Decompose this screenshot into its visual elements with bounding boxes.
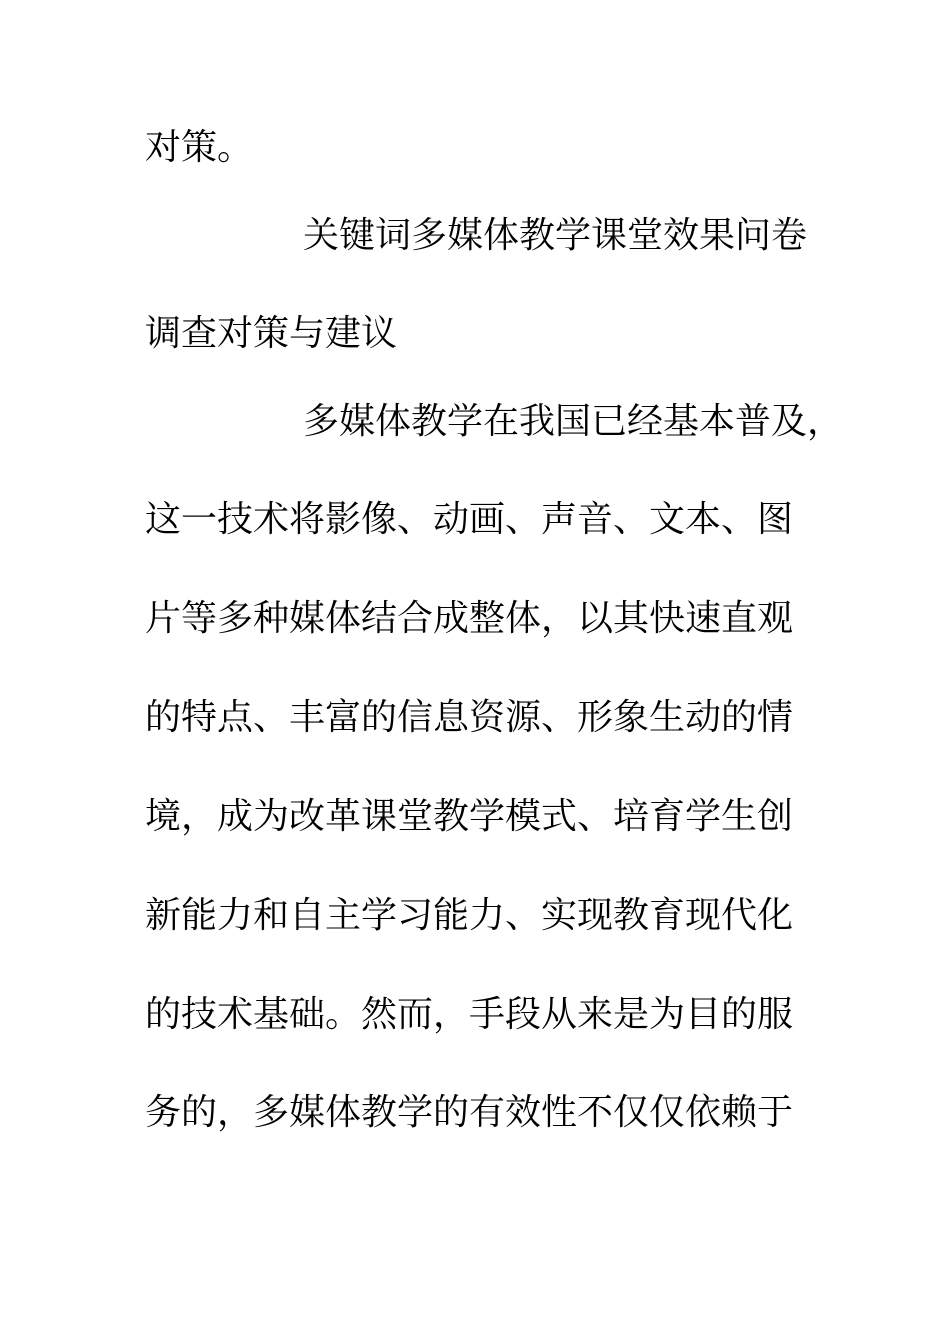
paragraph-line-3: 片等多种媒体结合成整体，以其快速直观 <box>145 598 794 639</box>
paragraph-line-6: 新能力和自主学习能力、实现教育现代化 <box>145 895 794 936</box>
paragraph-line-1: 多媒体教学在我国已经基本普及， <box>303 401 844 442</box>
paragraph-line-7: 的技术基础。然而，手段从来是为目的服 <box>145 994 794 1035</box>
paragraph-line-4: 的特点、丰富的信息资源、形象生动的情 <box>145 697 794 738</box>
paragraph-line-8: 务的，多媒体教学的有效性不仅仅依赖于 <box>145 1092 794 1133</box>
keywords-line-1: 关键词多媒体教学课堂效果问卷 <box>303 215 808 256</box>
text-line-1: 对策。 <box>145 127 254 168</box>
keywords-line-2: 调查对策与建议 <box>145 313 398 354</box>
paragraph-line-2: 这一技术将影像、动画、声音、文本、图 <box>145 499 794 540</box>
paragraph-line-5: 境，成为改革课堂教学模式、培育学生创 <box>145 796 794 837</box>
